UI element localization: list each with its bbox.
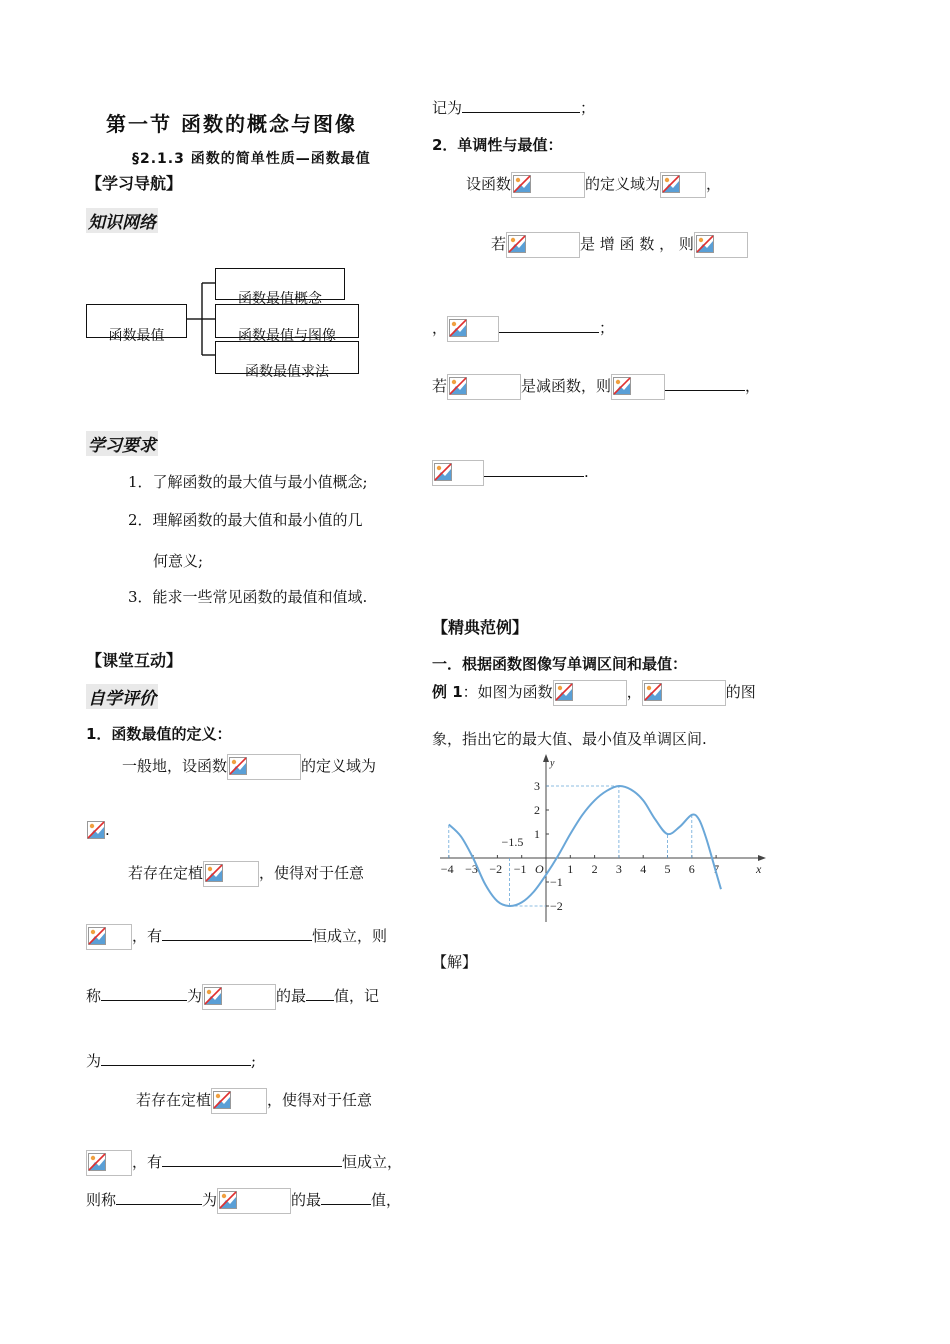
y-axis-label: y	[550, 758, 555, 769]
function-curve	[449, 786, 721, 906]
x-tick-label: 5	[664, 862, 671, 876]
x-axis-label: x	[756, 862, 762, 876]
broken-image-icon	[229, 757, 247, 775]
formula-image	[217, 1188, 291, 1214]
broken-image-icon	[449, 319, 467, 337]
knowledge-heading: 知识网络	[86, 208, 158, 233]
requirement-2-cont: 何意义;	[153, 552, 204, 570]
examples-heading: 【精典范例】	[432, 618, 529, 637]
annotation-label: −1.5	[501, 835, 524, 849]
broken-image-icon	[508, 235, 526, 253]
broken-image-icon	[88, 1153, 106, 1171]
requirement-3: 3．能求一些常见函数的最值和值域.	[128, 588, 368, 606]
formula-image	[447, 316, 499, 342]
mindmap-branch-2	[215, 304, 359, 344]
mindmap-lines	[0, 0, 420, 400]
def-line-3: 若存在定植 ，使得对于任意	[128, 861, 364, 887]
def-line-2: .	[86, 819, 110, 843]
broken-image-icon	[219, 1191, 237, 1209]
def-line-7: 若存在定植 ，使得对于任意	[136, 1088, 372, 1114]
fill-blank[interactable]	[665, 376, 745, 391]
broken-image-icon	[555, 683, 573, 701]
monotonic-heading: 2．单调性与最值：	[432, 136, 563, 154]
broken-image-icon	[696, 235, 714, 253]
right-line-4: ， ；	[432, 316, 614, 342]
formula-image	[432, 460, 484, 486]
formula-image	[211, 1088, 267, 1114]
x-tick-label: 3	[615, 862, 622, 876]
formula-image	[511, 172, 585, 198]
formula-image	[86, 1150, 132, 1176]
x-tick-label: 6	[688, 862, 695, 876]
x-tick-label: 2	[591, 862, 598, 876]
broken-image-icon	[88, 927, 106, 945]
x-tick-label: −3	[465, 862, 478, 876]
def-line-8: ，有 恒成立，	[86, 1150, 402, 1176]
broken-image-icon	[513, 175, 531, 193]
y-tick-label: −2	[550, 899, 563, 913]
fill-blank[interactable]	[484, 462, 584, 477]
solution-label: 【解】	[432, 953, 478, 971]
definition-heading: 1．函数最值的定义：	[86, 725, 232, 743]
formula-image	[203, 861, 259, 887]
x-tick-label: −2	[489, 862, 503, 876]
mindmap-branch-3	[215, 341, 359, 380]
broken-image-icon	[644, 683, 662, 701]
mindmap-branch-1	[215, 268, 345, 307]
x-tick-label: 1	[567, 862, 574, 876]
requirement-1: 1．了解函数的最大值与最小值概念;	[128, 473, 368, 491]
broken-image-icon	[434, 463, 452, 481]
section-1-heading: 一．根据函数图像写单调区间和最值：	[432, 655, 688, 673]
y-tick-label: 2	[534, 803, 540, 817]
x-axis-arrow	[758, 855, 766, 861]
page-subtitle: §2.1.3 函数的简单性质—函数最值	[132, 151, 371, 167]
broken-image-icon	[613, 377, 631, 395]
fill-blank[interactable]	[101, 1051, 251, 1066]
origin-label: O	[535, 862, 544, 876]
formula-image	[86, 924, 132, 950]
right-line-1: 记为 ；	[432, 99, 596, 117]
broken-image-icon	[662, 175, 680, 193]
def-line-4: ，有 恒成立，则	[86, 924, 387, 950]
formula-image	[86, 819, 105, 843]
formula-image	[553, 680, 627, 706]
mindmap-branch-2-label: 函数最值与图像	[238, 328, 336, 344]
right-line-5: 若 是减函数，则 ，	[432, 374, 760, 400]
broken-image-icon	[449, 377, 467, 395]
right-line-2: 设函数 的定义域为 ，	[466, 172, 721, 198]
def-line-9: 则称 为 的最 值，	[86, 1188, 401, 1214]
mindmap-root	[86, 304, 187, 344]
x-tick-label: 4	[640, 862, 647, 876]
fill-blank[interactable]	[462, 98, 580, 113]
formula-image	[202, 984, 276, 1010]
mindmap-branch-3-label: 函数最值求法	[245, 364, 329, 380]
y-tick-label: −1	[550, 875, 563, 889]
fill-blank[interactable]	[306, 986, 334, 1001]
y-tick-label: 1	[534, 827, 540, 841]
x-tick-label: 7	[713, 862, 720, 876]
fill-blank[interactable]	[116, 1190, 202, 1205]
nav-heading: 【学习导航】	[86, 174, 183, 193]
self-eval-heading: 自学评价	[86, 684, 158, 709]
right-line-3: 若 是 增 函 数 ， 则	[491, 232, 748, 258]
def-line-6: 为 ;	[86, 1052, 257, 1070]
mindmap-root-label: 函数最值	[108, 328, 165, 344]
function-graph	[436, 752, 770, 924]
classroom-heading: 【课堂互动】	[86, 651, 183, 670]
broken-image-icon	[87, 821, 105, 839]
example-1-line-1: 例 1：如图为函数 ， 的图	[432, 680, 756, 706]
fill-blank[interactable]	[162, 926, 312, 941]
formula-image	[611, 374, 665, 400]
formula-image	[506, 232, 580, 258]
example-1-line-2: 象，指出它的最大值、最小值及单调区间.	[432, 730, 707, 748]
requirement-2: 2．理解函数的最大值和最小值的几	[128, 511, 363, 529]
formula-image	[660, 172, 706, 198]
def-line-5: 称 为 的最 值，记	[86, 984, 379, 1010]
formula-image	[227, 754, 301, 780]
y-tick-label: 3	[534, 779, 540, 793]
formula-image	[447, 374, 521, 400]
fill-blank[interactable]	[321, 1190, 371, 1205]
requirements-heading: 学习要求	[86, 431, 158, 456]
y-axis-arrow	[543, 754, 549, 762]
formula-image	[694, 232, 748, 258]
def-line-1: 一般地，设函数 的定义域为	[122, 754, 376, 780]
fill-blank[interactable]	[499, 318, 599, 333]
fill-blank[interactable]	[101, 986, 187, 1001]
fill-blank[interactable]	[162, 1152, 342, 1167]
broken-image-icon	[213, 1091, 231, 1109]
formula-image	[642, 680, 726, 706]
x-tick-label: −4	[440, 862, 454, 876]
right-line-6: .	[432, 460, 589, 486]
mindmap-branch-1-label: 函数最值概念	[238, 291, 322, 307]
broken-image-icon	[205, 864, 223, 882]
x-tick-label: −1	[513, 862, 527, 876]
broken-image-icon	[204, 987, 222, 1005]
page-title: 第一节 函数的概念与图像	[106, 112, 357, 136]
